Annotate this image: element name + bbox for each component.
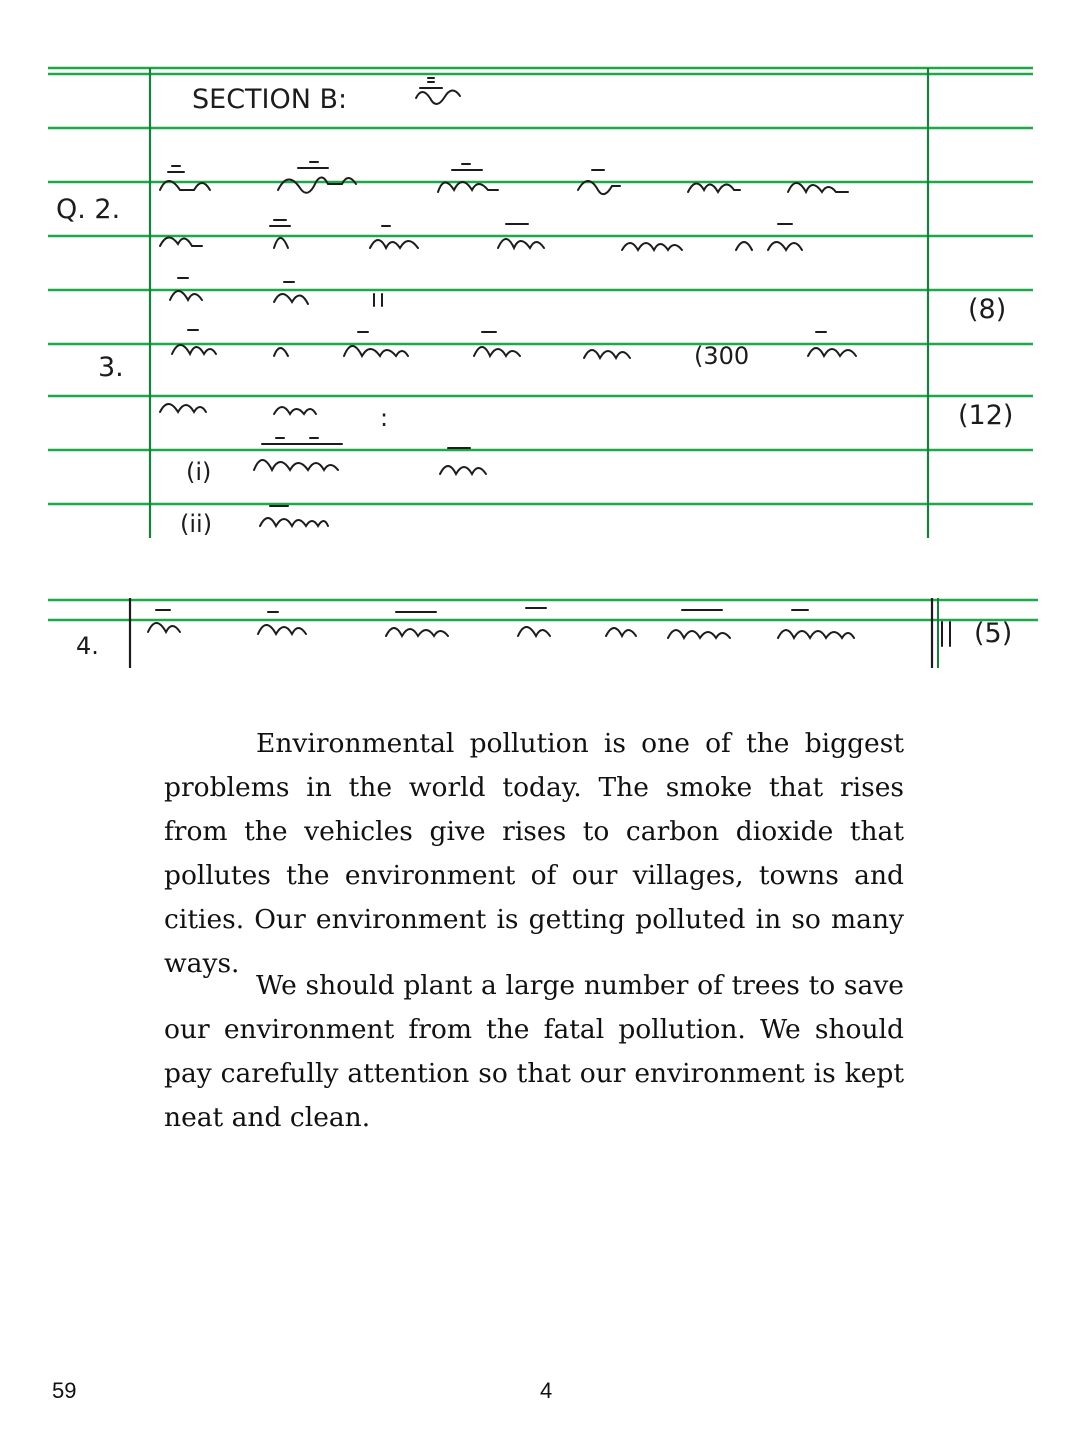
question-4-lines	[48, 592, 1038, 670]
question-2-number: Q. 2.	[56, 194, 121, 225]
paragraph-1	[164, 722, 904, 986]
paragraph-2-text: We should plant a large number of trees to save our environment from the fatal pollution. We should pay carefully attention so that our environment is kept neat and clean.	[164, 970, 904, 1133]
question-4-strip	[48, 592, 1038, 670]
sub-item-ii: (ii)	[180, 510, 213, 538]
question-3-inline-note: (300	[694, 342, 750, 370]
question-3-marks: (12)	[958, 400, 1014, 431]
handwritten-script-strokes	[148, 608, 950, 646]
handwritten-script-strokes	[160, 78, 856, 526]
paragraph-1-text: Environmental pollution is one of the biggest problems in the world today. The smoke that rises from the vehicles give rises to carbon dioxide that pollutes the environment of our villages, towns and cities. Our environment is getting polluted in so many ways.	[164, 728, 904, 979]
paragraph-2	[164, 964, 904, 1140]
footer-left-number: 59	[52, 1378, 77, 1403]
question-4-marks: (5)	[974, 618, 1013, 649]
handwritten-answer-sheet	[48, 60, 1038, 538]
question-3-colon: :	[380, 404, 389, 432]
sub-item-i: (i)	[186, 458, 212, 486]
section-heading: SECTION B:	[192, 84, 348, 115]
question-4-number: 4.	[76, 632, 99, 660]
question-2-marks: (8)	[968, 294, 1007, 325]
question-3-number: 3.	[98, 352, 124, 383]
page-number: 4	[540, 1378, 553, 1403]
